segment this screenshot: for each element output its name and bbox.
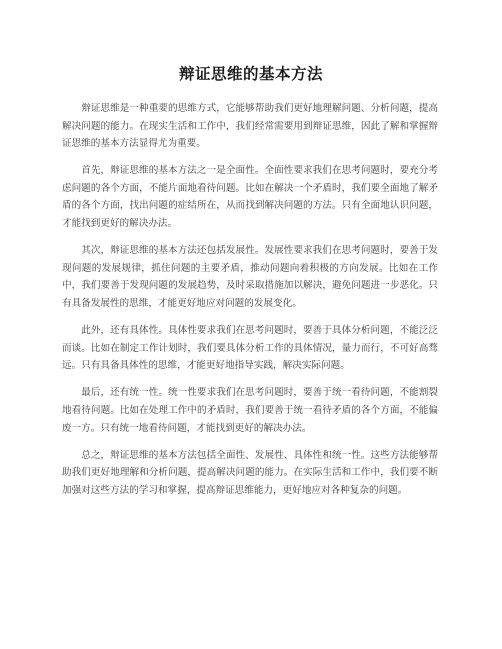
document-title: 辩证思维的基本方法	[178, 65, 323, 83]
paragraph-concreteness: 此外，还有具体性。具体性要求我们在思考问题时，要善于具体分析问题，不能泛泛而谈。比如在制定工作计划时，我们要具体分析工作的具体情况，量力而行，不可好高骛远。只有具备具体性的思维，才能更好地指导实践，解决实际问题。	[62, 325, 438, 372]
paragraph-intro: 辩证思维是一种重要的思维方式，它能够帮助我们更好地理解问题、分析问题，提高解决问题的能力。在现实生活和工作中，我们经常需要用到辩证思维，因此了解和掌握辩证思维的基本方法显得尤为重要。	[62, 103, 438, 150]
paragraph-comprehensiveness: 首先，辩证思维的基本方法之一是全面性。全面性要求我们在思考问题时，要充分考虑问题的各个方面，不能片面地看待问题。比如在解决一个矛盾时，我们要全面地了解矛盾的各个方面，找出问题的症结所在，从而找到解决问题的方法。只有全面地认识问题，才能找到更好的解决办法。	[62, 165, 438, 230]
paragraph-development: 其次，辩证思维的基本方法还包括发展性。发展性要求我们在思考问题时，要善于发现问题的发展规律，抓住问题的主要矛盾，推动问题向着积极的方向发展。比如在工作中，我们要善于发现问题的发展趋势，及时采取措施加以解决，避免问题进一步恶化。只有具备发展性的思维，才能更好地应对问题的发展变化。	[62, 245, 438, 309]
paragraph-unity: 最后，还有统一性。统一性要求我们在思考问题时，要善于统一看待问题，不能割裂地看待问题。比如在处理工作中的矛盾时，我们要善于统一看待矛盾的各个方面，不能偏废一方。只有统一地看待问题，才能找到更好的解决办法。	[62, 387, 438, 434]
document-body	[62, 100, 438, 509]
paragraph-conclusion: 总之，辩证思维的基本方法包括全面性、发展性、具体性和统一性。这些方法能够帮助我们更好地理解和分析问题，提高解决问题的能力。在实际生活和工作中，我们要不断加强对这些方法的学习和掌握，提高辩证思维能力，更好地应对各种复杂的问题。	[62, 449, 438, 496]
